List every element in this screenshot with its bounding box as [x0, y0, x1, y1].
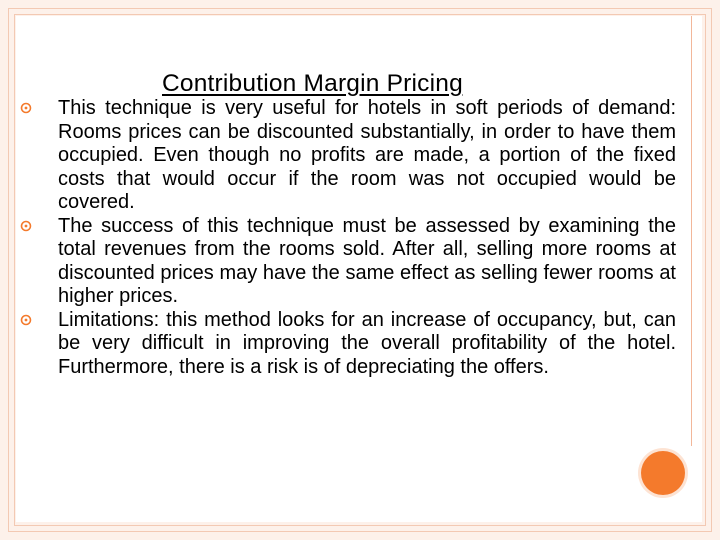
bullet-item — [20, 215, 676, 309]
bullet-text: This technique is very useful for hotels in soft periods of demand: Rooms prices can be discounted substantially, in order to have them occupied. Even though no profits are made, a portion of the fixed costs that would occur if the room was not occupied would be covered. — [58, 97, 676, 213]
decorative-vertical-line — [691, 16, 692, 446]
bullet-item — [20, 309, 676, 380]
ring-bullet-icon — [20, 102, 32, 114]
decorative-circle-icon — [641, 451, 685, 495]
slide-title: Contribution Margin Pricing — [162, 70, 463, 97]
bullet-text: Limitations: this method looks for an increase of occupancy, but, can be very difficult in improving the overall profitability of the hotel. Furthermore, there is a risk is of depreciating the offers. — [58, 308, 676, 378]
bullet-list — [20, 97, 676, 379]
bullet-text: The success of this technique must be assessed by examining the total revenues from the rooms sold. After all, selling more rooms at discounted prices may have the same effect as selling fewer rooms at higher prices. — [58, 214, 676, 307]
ring-bullet-icon — [20, 220, 32, 232]
bullet-item — [20, 97, 676, 215]
ring-bullet-icon — [20, 314, 32, 326]
